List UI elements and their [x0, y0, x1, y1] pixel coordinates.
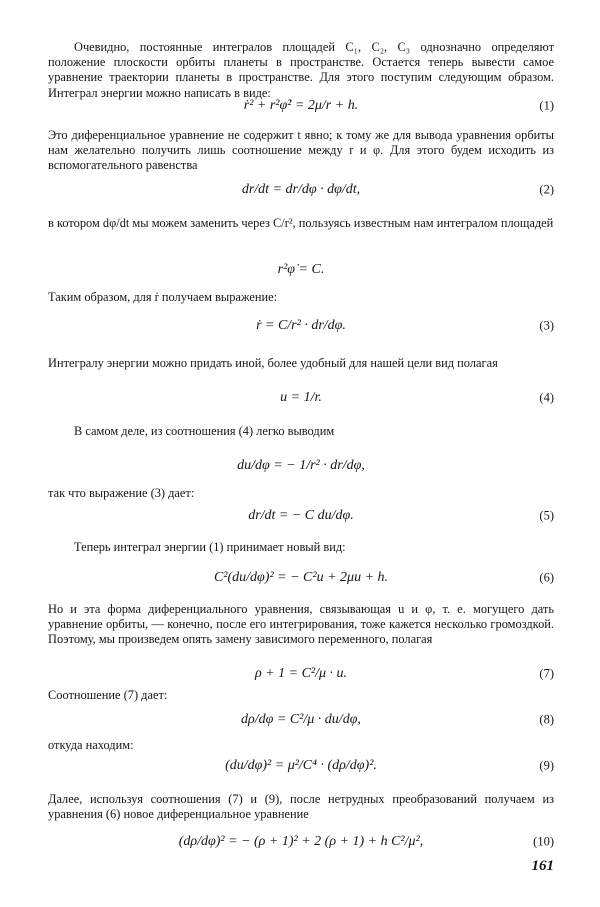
equation-du	[48, 446, 554, 486]
equation-formula: (dρ/dφ)² = − (ρ + 1)² + 2 (ρ + 1) + h C²/μ²,	[178, 834, 424, 849]
equation-number: (8)	[539, 712, 554, 727]
equation-formula: dρ/dφ = C²/μ · du/dφ,	[241, 712, 361, 727]
page-number: 161	[531, 858, 554, 874]
equation-number: (1)	[539, 98, 554, 113]
equation-formula: dr/dt = − C du/dφ.	[248, 508, 354, 523]
equation-9	[48, 746, 554, 786]
equation-2	[48, 170, 554, 210]
equation-4	[48, 378, 554, 418]
paragraph: В самом деле, из соотношения (4) легко выводим	[74, 424, 335, 438]
equation-10	[48, 822, 554, 862]
equation-number: (4)	[539, 390, 554, 405]
paragraph: Теперь интеграл энергии (1) принимает новый вид:	[74, 540, 346, 554]
equation-formula: (du/dφ)² = μ²/C⁴ · (dρ/dφ)².	[225, 758, 377, 773]
paragraph: так что выражение (3) дает:	[48, 486, 195, 500]
paragraph: Соотношение (7) дает:	[48, 688, 168, 702]
paragraph: в котором dφ/dt мы можем заменить через C/r², пользуясь известным нам интегралом площадей	[48, 216, 554, 230]
equation-1	[48, 86, 554, 126]
paragraph: Это диференциальное уравнение не содержит t явно; к тому же для вывода уравнения орбиты нам желательно получить лишь соотношение между r и φ. Для этого будем исходить из вспомогательного равенства	[48, 128, 554, 173]
equation-number: (2)	[539, 182, 554, 197]
equation-area-integral	[48, 250, 554, 290]
equation-formula: C²(du/dφ)² = − C²u + 2μu + h.	[213, 570, 389, 585]
equation-number: (3)	[539, 318, 554, 333]
paragraph: Далее, используя соотношения (7) и (9), после нетрудных преобразований получаем из уравнения (6) новое диференциальное уравнение	[48, 792, 554, 822]
equation-number: (9)	[539, 758, 554, 773]
equation-formula: dr/dt = dr/dφ · dφ/dt,	[241, 182, 361, 197]
equation-6	[48, 558, 554, 598]
equation-number: (10)	[533, 834, 554, 849]
equation-number: (5)	[539, 508, 554, 523]
paragraph: Но и эта форма диференциального уравнения, связывающая u и φ, т. е. могущего дать уравнение орбиты, — конечно, после его интегрирования, тоже кажется несколько громоздкой. Поэтому, мы произведем опять замену зависимого переменного, полагая	[48, 602, 554, 647]
equation-number: (7)	[539, 666, 554, 681]
equation-number: (6)	[539, 570, 554, 585]
equation-5	[48, 496, 554, 536]
equation-8	[48, 700, 554, 740]
equation-formula: ṙ² + r²φ̇² = 2μ/r + h.	[243, 98, 359, 113]
paragraph: Очевидно, постоянные интегралов площадей C₁, C₂, C₃ однозначно определяют положение плоскости орбиты планеты в пространстве. Остается теперь вывести самое уравнение траектории планеты в пространстве. Для этого поступим следующим образом. Интеграл энергии можно написать в виде:	[48, 40, 554, 100]
equation-formula: du/dφ = − 1/r² · dr/dφ,	[237, 458, 365, 473]
paragraph: Интегралу энергии можно придать иной, более удобный для нашей цели вид полагая	[48, 356, 498, 370]
paragraph: откуда находим:	[48, 738, 134, 752]
equation-formula: r²φ̇ = C.	[277, 262, 325, 277]
equation-formula: u = 1/r.	[280, 390, 322, 405]
equation-formula: ρ + 1 = C²/μ · u.	[254, 666, 348, 681]
paragraph: Таким образом, для ṙ получаем выражение:	[48, 290, 278, 304]
equation-formula: ṙ = C/r² · dr/dφ.	[256, 318, 346, 333]
equation-3	[48, 306, 554, 346]
